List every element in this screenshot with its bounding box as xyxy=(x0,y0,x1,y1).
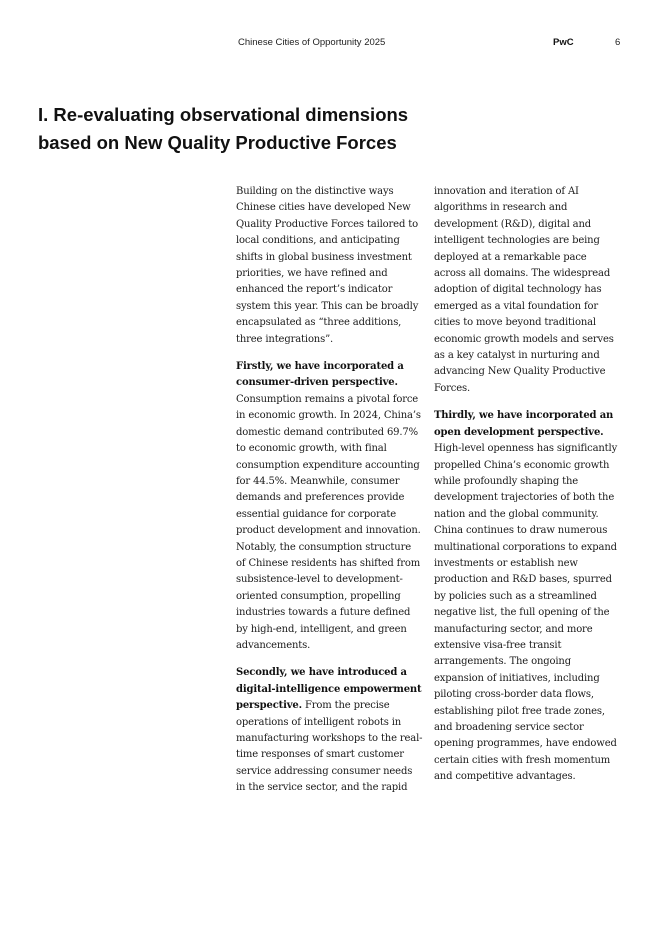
paragraph-lead: Secondly, we have introduced a digital-intelligence empowerment perspective. xyxy=(236,667,422,712)
body-column-right xyxy=(434,184,620,797)
paragraph-open-development xyxy=(434,408,620,785)
intro-paragraph: Building on the distinctive ways Chinese cities have developed New Quality Productive Forces tailored to local conditions, and anticipating shifts in global business investment priorities, we have refined and enhanced the report’s indicator system this year. This can be broadly encapsulated as “three additions, three integrations”. xyxy=(236,186,419,345)
paragraph-text: High-level openness has significantly propelled China’s economic growth while profoundly shaping the development trajectories of both the nation and the global community. China continues to draw numerous multinational corporations to expand investments or establish new production and R&D bases, spurred by policies such as a streamlined negative list, the full opening of the manufacturing sector, and more extensive visa-free transit arrangements. The ongoing expansion of initiatives, including piloting cross-border data flows, establishing pilot free trade zones, and broadening service sector opening programmes, have endowed certain cities with fresh momentum and competitive advantages. xyxy=(434,443,618,783)
page-number: 6 xyxy=(615,37,621,48)
paragraph-digital-intelligence xyxy=(236,665,423,796)
paragraph-text: Consumption remains a pivotal force in economic growth. In 2024, China’s domestic demand contributed 69.7% to economic growth, with final consumption expenditure accounting for 44.5%. Meanwhile, consumer demands and preferences provide essential guidance for corporate product development and innovation. Notably, the consumption structure of Chinese residents has shifted from subsistence-level to development-oriented consumption, propelling industries towards a future defined by high-end, intelligent, and green advancements. xyxy=(236,393,421,651)
section-title: I. Re-evaluating observational dimensions based on New Quality Productive Forces xyxy=(38,104,409,153)
paragraph-lead: Thirdly, we have incorporated an open development perspective. xyxy=(434,410,614,438)
paragraph-text: From the precise operations of intelligent robots in manufacturing workshops to the real-time responses of smart customer service addressing consumer needs in the service sector, and the rapid xyxy=(236,700,423,794)
body-column-left xyxy=(236,184,423,808)
report-title: Chinese Cities of Opportunity 2025 xyxy=(238,37,386,48)
paragraph-digital-intelligence-continued: innovation and iteration of AI algorithms in research and development (R&D), digital and intelligent technologies are being deployed at a remarkable pace across all domains. The widespread adoption of digital technology has emerged as a vital foundation for cities to move beyond traditional economic growth models and serves as a key catalyst in nurturing and advancing New Quality Productive Forces. xyxy=(434,186,614,394)
brand-name: PwC xyxy=(553,37,574,48)
paragraph-lead: Firstly, we have incorporated a consumer-driven perspective. xyxy=(236,361,404,389)
paragraph-consumer-driven xyxy=(236,359,423,654)
